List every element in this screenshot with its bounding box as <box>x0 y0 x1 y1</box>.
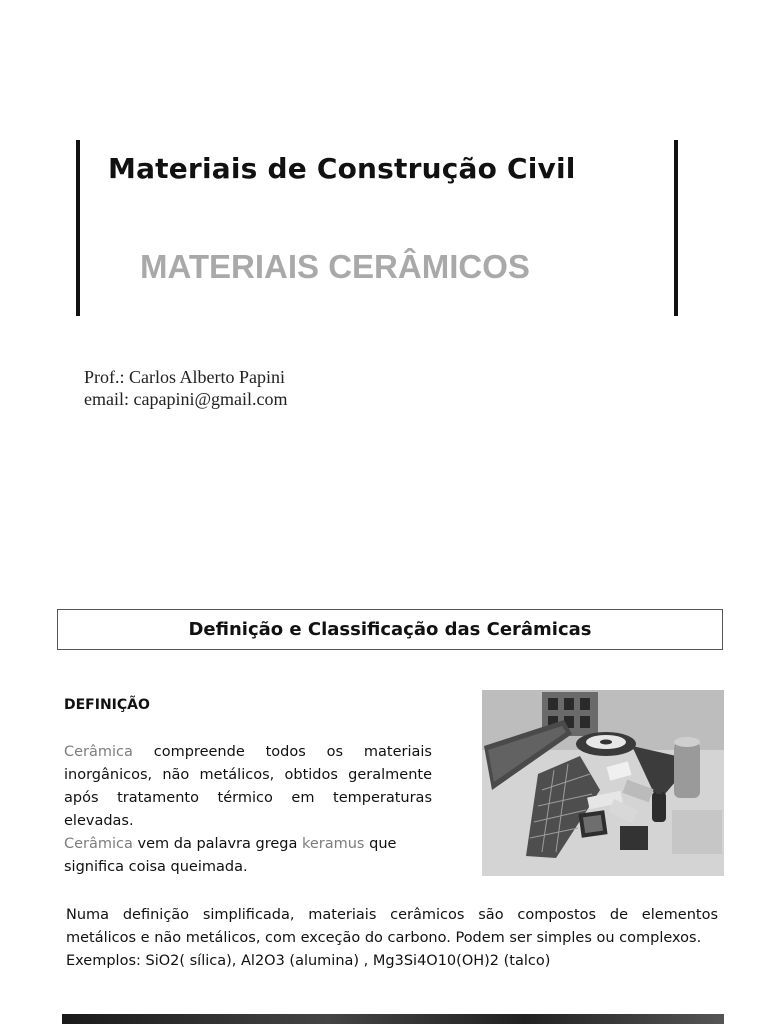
definition-paragraph-2 <box>64 833 432 879</box>
definition-heading: DEFINIÇÃO <box>64 697 150 713</box>
next-slide-image-edge <box>62 1014 724 1024</box>
author-name: Prof.: Carlos Alberto Papini <box>84 367 285 387</box>
term-ceramica: Cerâmica <box>64 744 133 760</box>
section-header-box <box>57 609 723 650</box>
ceramic-materials-photo <box>482 690 724 876</box>
examples-line: Exemplos: SiO2( sílica), Al2O3 (alumina) , Mg3Si4O10(OH)2 (talco) <box>66 953 551 969</box>
title-block <box>76 140 678 316</box>
author-block <box>84 366 288 410</box>
document-subtitle: MATERIAIS CERÂMICOS <box>140 248 530 285</box>
definition-paragraph-1 <box>64 741 432 833</box>
definition-body: compreende todos os materiais inorgânicos, não metálicos, obtidos geralmente após tratamento térmico em temperaturas elevadas. <box>64 744 432 829</box>
simplified-definition: Numa definição simplificada, materiais cerâmicos são compostos de elementos metálicos e não metálicos, com exceção do carbono. Podem ser simples ou complexos. <box>66 907 718 946</box>
author-email: email: capapini@gmail.com <box>84 389 288 409</box>
simplified-definition-block <box>66 904 718 973</box>
document-title: Materiais de Construção Civil <box>108 152 576 185</box>
section-title: Definição e Classificação das Cerâmicas <box>188 619 592 640</box>
etymology-meaning: que significa coisa queimada. <box>64 836 397 875</box>
term-ceramica-2: Cerâmica <box>64 836 133 852</box>
left-bar-divider <box>76 140 80 316</box>
term-keramus: keramus <box>301 836 365 852</box>
definition-text <box>64 741 432 879</box>
right-bar-divider <box>674 140 678 316</box>
etymology-text: vem da palavra grega <box>132 836 302 852</box>
